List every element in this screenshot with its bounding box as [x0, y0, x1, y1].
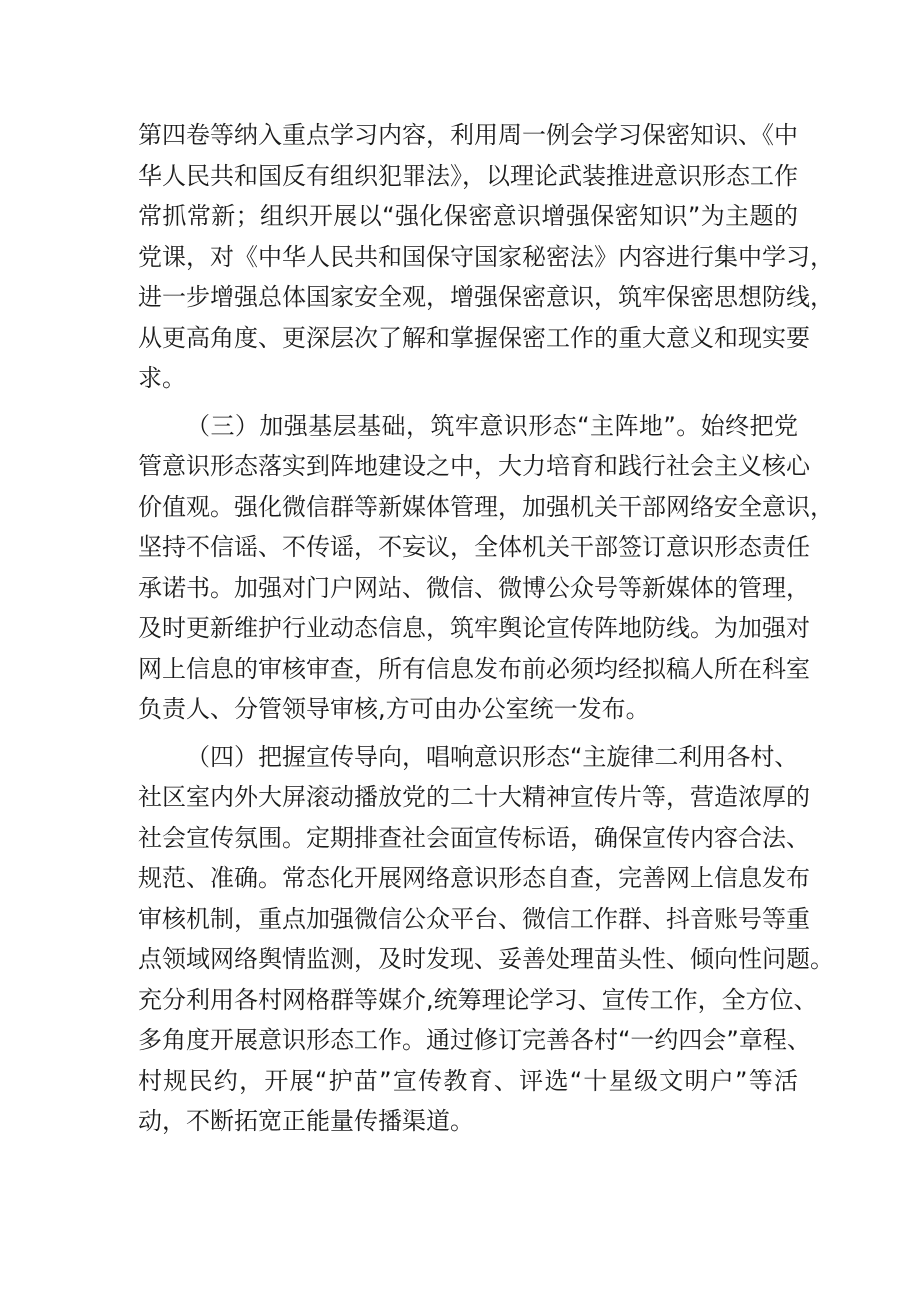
- paragraph-line: 审核机制，重点加强微信公众平台、微信工作群、抖音账号等重: [138, 904, 810, 933]
- paragraph-line: 负责人、分管领导审核,方可由办公室统一发布。: [138, 695, 650, 723]
- paragraph-line: 华人民共和国反有组织犯罪法》，以理论武装推进意识形态工作: [138, 161, 798, 190]
- paragraph-line: 充分利用各村网格群等媒介,统筹理论学习、宣传工作，全方位、: [138, 985, 818, 1014]
- paragraph-section-four: [138, 737, 834, 1142]
- paragraph-line: （三）加强基层基础，筑牢意识形态“主阵地”。始终把党: [186, 411, 798, 440]
- paragraph-line: 第四卷等纳入重点学习内容，利用周一例会学习保密知识、《中: [138, 121, 798, 149]
- paragraph-line: 动，不断拓宽正能量传播渠道。: [138, 1107, 474, 1135]
- paragraph-line: 规范、准确。常态化开展网络意识形态自查，完善网上信息发布: [138, 864, 810, 892]
- paragraph-line: 坚持不信谣、不传谣，不妄议，全体机关干部签订意识形态责任: [138, 533, 810, 561]
- paragraph-line: 价值观。强化微信群等新媒体管理，加强机关干部网络安全意识，: [138, 492, 834, 521]
- paragraph-line: 管意识形态落实到阵地建设之中，大力培育和践行社会主义核心: [138, 452, 810, 480]
- paragraph-line: 及时更新维护行业动态信息，筑牢舆论宣传阵地防线。为加强对: [138, 614, 810, 642]
- paragraph-line: 承诺书。加强对门户网站、微信、微博公众号等新媒体的管理，: [138, 573, 810, 602]
- paragraph-line: 求。: [138, 364, 186, 392]
- paragraph-line: 进一步增强总体国家安全观，增强保密意识，筑牢保密思想防线，: [138, 283, 834, 311]
- paragraph-study-content: [138, 115, 834, 399]
- paragraph-line: 常抓常新；组织开展以“强化保密意识增强保密知识”为主题的: [138, 202, 798, 230]
- paragraph-spacer: [138, 730, 798, 737]
- paragraph-line: 多角度开展意识形态工作。通过修订完善各村“一约四会”章程、: [138, 1026, 811, 1054]
- paragraph-line: （四）把握宣传导向，唱响意识形态“主旋律二利用各村、: [186, 742, 799, 771]
- paragraph-section-three: [138, 406, 834, 730]
- paragraph-spacer: [138, 399, 798, 406]
- paragraph-line: 社区室内外大屏滚动播放党的二十大精神宣传片等，营造浓厚的: [138, 783, 810, 811]
- paragraph-line: 党课，对《中华人民共和国保守国家秘密法》内容进行集中学习，: [138, 242, 834, 271]
- document-body: [138, 115, 834, 1142]
- paragraph-line: 网上信息的审核审查，所有信息发布前必须均经拟稿人所在科室: [138, 654, 810, 683]
- paragraph-line: 社会宣传氛围。定期排查社会面宣传标语，确保宣传内容合法、: [138, 823, 810, 852]
- paragraph-line: 点领域网络舆情监测，及时发现、妥善处理苗头性、倾向性问题。: [138, 945, 834, 973]
- paragraph-line: 从更高角度、更深层次了解和掌握保密工作的重大意义和现实要: [138, 323, 810, 352]
- paragraph-line: 村规民约，开展“护苗”宣传教育、评选“十星级文明户”等活: [138, 1066, 798, 1095]
